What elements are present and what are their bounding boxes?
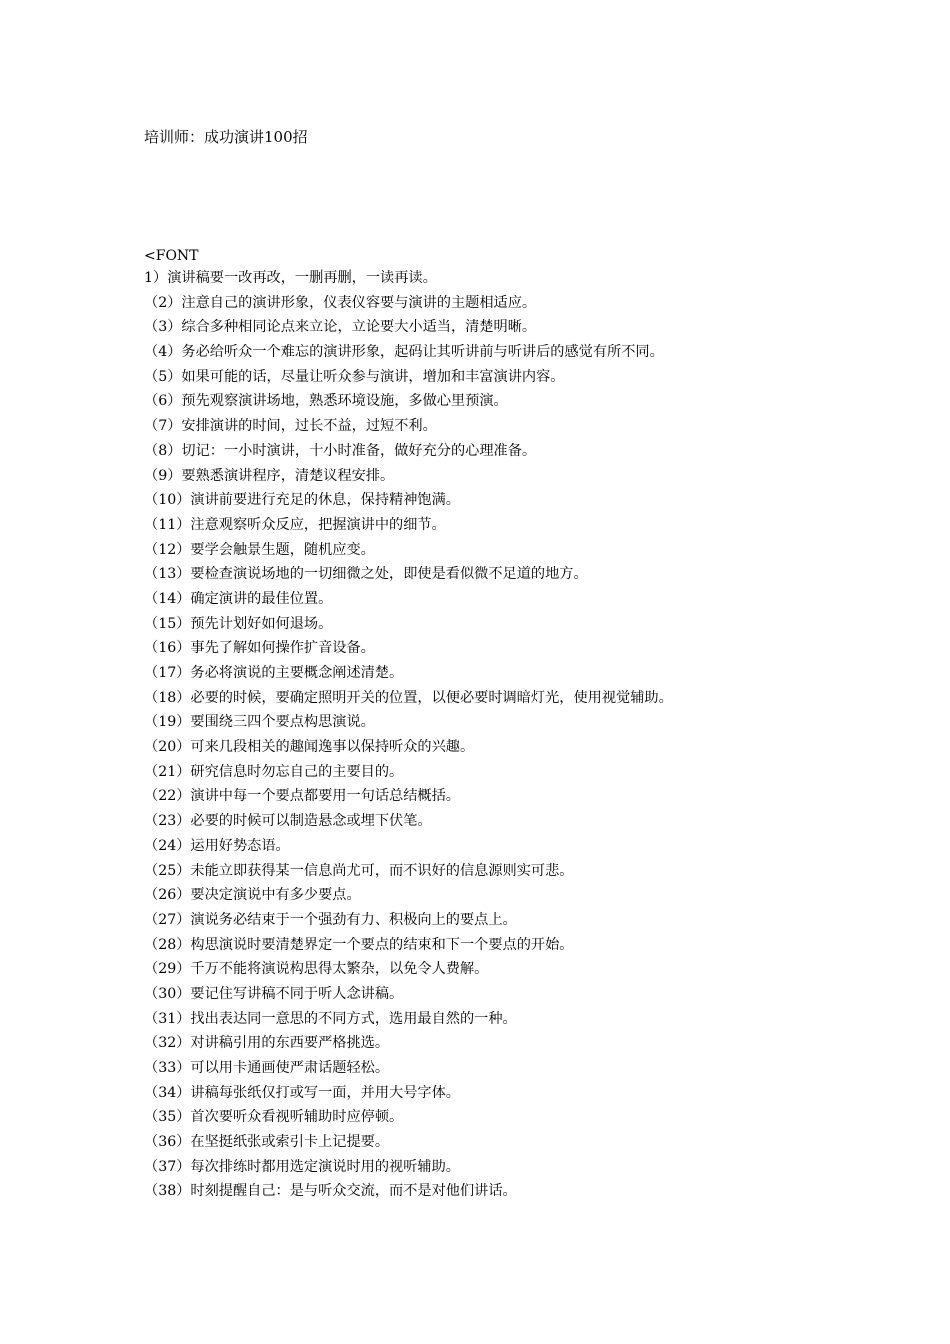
tip-item: （2）注意自己的演讲形象，仪表仪容要与演讲的主题相适应。: [144, 294, 537, 311]
tip-item: （12）要学会触景生题，随机应变。: [144, 541, 375, 558]
tip-item: （24）运用好势态语。: [144, 837, 290, 854]
document-title: 培训师：成功演讲100招: [144, 128, 308, 146]
tip-item: （9）要熟悉演讲程序，清楚议程安排。: [144, 467, 395, 484]
tip-item: （11）注意观察听众反应，把握演讲中的细节。: [144, 516, 446, 533]
tip-item: （19）要围绕三四个要点构思演说。: [144, 714, 375, 731]
tip-item: （36）在坚挺纸张或索引卡上记提要。: [144, 1134, 390, 1151]
tip-item: （15）预先计划好如何退场。: [144, 615, 333, 632]
tip-item: （7）安排演讲的时间，过长不益，过短不利。: [144, 418, 437, 435]
tip-item: （6）预先观察演讲场地，熟悉环境设施，多做心里预演。: [144, 393, 508, 410]
tip-item: （8）切记：一小时演讲，十小时准备，做好充分的心理准备。: [144, 442, 537, 459]
tip-item: （38）时刻提醒自己：是与听众交流，而不是对他们讲话。: [144, 1183, 517, 1200]
tip-item: （16）事先了解如何操作扩音设备。: [144, 640, 375, 657]
tip-item: （29）千万不能将演说构思得太繁杂，以免令人费解。: [144, 961, 489, 978]
tip-item: （5）如果可能的话，尽量让听众参与演讲，增加和丰富演讲内容。: [144, 368, 565, 385]
tip-item: （10）演讲前要进行充足的休息，保持精神饱满。: [144, 492, 460, 509]
tips-list: [144, 266, 944, 1204]
tip-item: （31）找出表达同一意思的不同方式，选用最自然的一种。: [144, 1010, 517, 1027]
tip-item: （14）确定演讲的最佳位置。: [144, 590, 333, 607]
tip-item: 1）演讲稿要一改再改，一删再删，一读再读。: [144, 270, 437, 286]
tip-item: （4）务必给听众一个难忘的演讲形象，起码让其听讲前与听讲后的感觉有所不同。: [144, 344, 664, 361]
tip-item: （37）每次排练时都用选定演说时用的视听辅助。: [144, 1158, 460, 1175]
tip-item: （27）演说务必结束于一个强劲有力、积极向上的要点上。: [144, 911, 517, 928]
tip-item: （28）构思演说时要清楚界定一个要点的结束和下一个要点的开始。: [144, 936, 574, 953]
tip-item: （22）演讲中每一个要点都要用一句话总结概括。: [144, 788, 460, 805]
font-tag-text: <FONT: [144, 248, 199, 264]
tip-item: （17）务必将演说的主要概念阐述清楚。: [144, 665, 404, 681]
tip-item: （23）必要的时候可以制造悬念或埋下伏笔。: [144, 813, 432, 830]
tip-item: （32）对讲稿引用的东西要严格挑选。: [144, 1035, 390, 1052]
tip-item: （13）要检查演说场地的一切细微之处，即使是看似微不足道的地方。: [144, 566, 588, 583]
tip-item: （26）要决定演说中有多少要点。: [144, 887, 361, 904]
tip-item: （30）要记住写讲稿不同于听人念讲稿。: [144, 985, 404, 1002]
tip-item: （25）未能立即获得某一信息尚尤可，而不识好的信息源则实可悲。: [144, 862, 574, 879]
tip-item: （18）必要的时候，要确定照明开关的位置，以便必要时调暗灯光，使用视觉辅助。: [144, 689, 673, 706]
tip-item: （20）可来几段相关的趣闻逸事以保持听众的兴趣。: [144, 739, 475, 756]
tip-item: （35）首次要听众看视听辅助时应停顿。: [144, 1109, 404, 1126]
tip-item: （34）讲稿每张纸仅打或写一面，并用大号字体。: [144, 1084, 460, 1101]
tip-item: （33）可以用卡通画使严肃话题轻松。: [144, 1060, 390, 1076]
tip-item: （3）综合多种相同论点来立论，立论要大小适当，清楚明晰。: [144, 319, 537, 336]
tip-item: （21）研究信息时勿忘自己的主要目的。: [144, 763, 404, 780]
